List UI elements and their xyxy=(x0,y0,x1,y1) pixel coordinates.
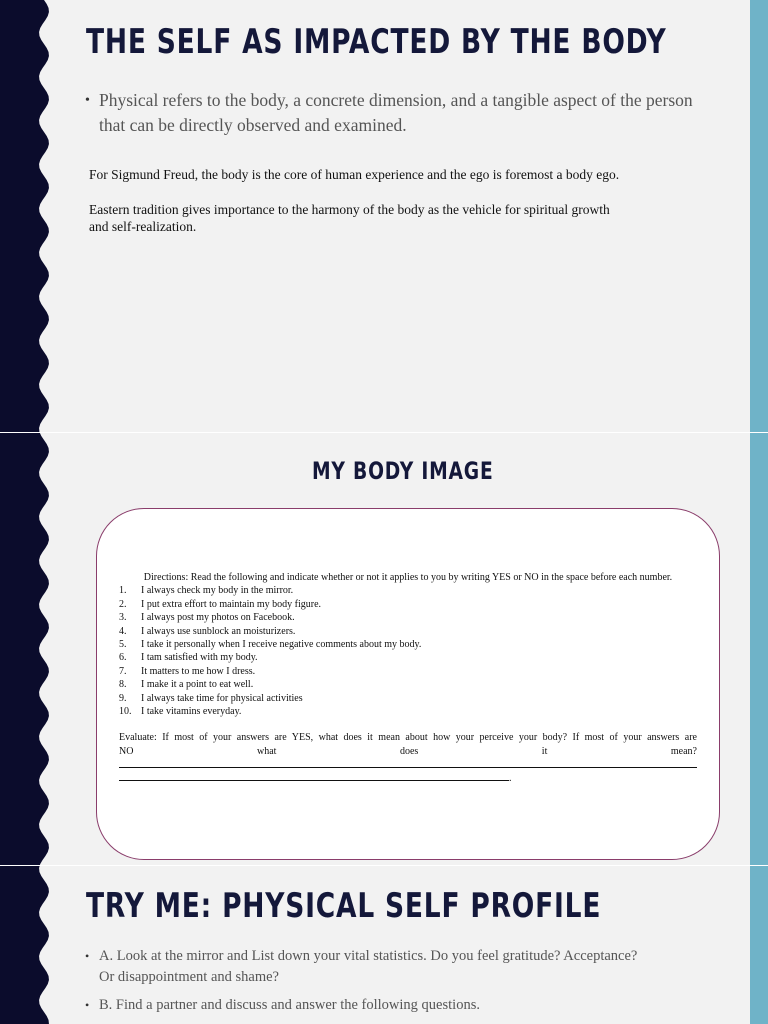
question-item xyxy=(119,705,697,718)
question-text: I always post my photos on Facebook. xyxy=(141,612,295,624)
question-text: I put extra effort to maintain my body figure. xyxy=(141,598,322,610)
slide-divider xyxy=(0,432,768,433)
question-number: 7. xyxy=(119,665,127,677)
bullet-physical xyxy=(85,88,709,138)
question-item xyxy=(119,638,697,651)
question-item xyxy=(119,625,697,638)
directions-text: Directions: Read the following and indicate whether or not it applies to you by writing YES or NO in the space before each number. xyxy=(143,572,673,583)
question-text: I always check my body in the mirror. xyxy=(141,585,294,597)
question-item xyxy=(119,584,697,597)
question-number: 1. xyxy=(119,585,127,597)
evaluate-word: NO xyxy=(119,745,134,757)
right-accent-band xyxy=(750,0,768,1024)
bullet-a-line1: A. Look at the mirror and List down your vital statistics. Do you feel gratitude? Acceptance? xyxy=(99,948,638,964)
question-item xyxy=(119,678,697,691)
bullet-text: Physical refers to the body, a concrete dimension, and a tangible aspect of the person that can be directly observed and examined. xyxy=(99,90,693,135)
bullet-b-text: B. Find a partner and discuss and answer the following questions. xyxy=(99,997,480,1013)
question-text: I make it a point to eat well. xyxy=(141,679,254,691)
bullet-dot-icon: • xyxy=(85,949,90,963)
answer-line xyxy=(119,768,509,781)
evaluate-word: it xyxy=(541,745,548,757)
bullet-dot-icon: • xyxy=(85,998,90,1012)
questionnaire-card: Directions: Read the following and indicate whether or not it applies to you by writing YES or NO in the space before each number. 1. I always check my body in the mirror. 2. I put extra effort to maintain my body figure. 3. I always post my photos on Facebook. 4. I always use sunblock an moisturizers. 5. I take it personally when I receive negative comments about my body. 6. I tam satisfied with my body. 7. It matters to me how I dress. 8. I make it a point to eat well. 9. I always take time for physical activities 10. I take vitamins everyday. Evaluate: If most of your answers are YES, what does it mean about how your perceive your body? If most of your answers are NO what does it mean? . xyxy=(96,508,720,860)
eastern-text-line2: and self-realization. xyxy=(89,219,197,234)
question-number: 6. xyxy=(119,652,127,664)
question-text: I take vitamins everyday. xyxy=(141,706,242,718)
question-text: It matters to me how I dress. xyxy=(141,665,256,677)
question-number: 8. xyxy=(119,679,127,691)
question-item xyxy=(119,598,697,611)
question-list xyxy=(119,584,697,718)
evaluate-word: what xyxy=(256,745,277,757)
evaluate-word: mean? xyxy=(670,745,697,757)
evaluate-text: Evaluate: If most of your answers are YES, what does it mean about how your perceive your body? If most of your answers are xyxy=(119,732,697,744)
evaluate-word: does xyxy=(399,745,419,757)
slide-divider xyxy=(0,865,768,866)
bullet-a-line2: Or disappointment and shame? xyxy=(99,969,279,985)
question-text: I take it personally when I receive negative comments about my body. xyxy=(141,639,422,651)
eastern-text-line1: Eastern tradition gives importance to the harmony of the body as the vehicle for spiritual growth xyxy=(89,202,610,217)
slide-title: TRY ME: PHYSICAL SELF PROFILE xyxy=(86,886,602,926)
question-item xyxy=(119,611,697,624)
freud-text: For Sigmund Freud, the body is the core of human experience and the ego is foremost a body ego. xyxy=(89,167,620,182)
question-text: I always use sunblock an moisturizers. xyxy=(141,625,296,637)
answer-line xyxy=(119,758,697,768)
question-text: I tam satisfied with my body. xyxy=(141,652,258,664)
question-text: I always take time for physical activities xyxy=(141,692,303,704)
question-number: 3. xyxy=(119,612,127,624)
left-decorative-band xyxy=(0,0,60,1024)
slide-title: MY BODY IMAGE xyxy=(312,457,494,485)
question-number: 4. xyxy=(119,625,127,637)
question-item xyxy=(119,651,697,664)
question-number: 10. xyxy=(119,706,132,718)
question-item xyxy=(119,665,697,678)
question-number: 2. xyxy=(119,598,127,610)
question-number: 5. xyxy=(119,639,127,651)
bullet-a xyxy=(85,946,709,988)
evaluate-no-line xyxy=(119,745,697,758)
bullet-dot-icon: • xyxy=(85,93,90,108)
bullet-b xyxy=(85,995,709,1016)
question-item xyxy=(119,692,697,705)
question-number: 9. xyxy=(119,692,127,704)
slide-title: THE SELF AS IMPACTED BY THE BODY xyxy=(86,22,667,62)
